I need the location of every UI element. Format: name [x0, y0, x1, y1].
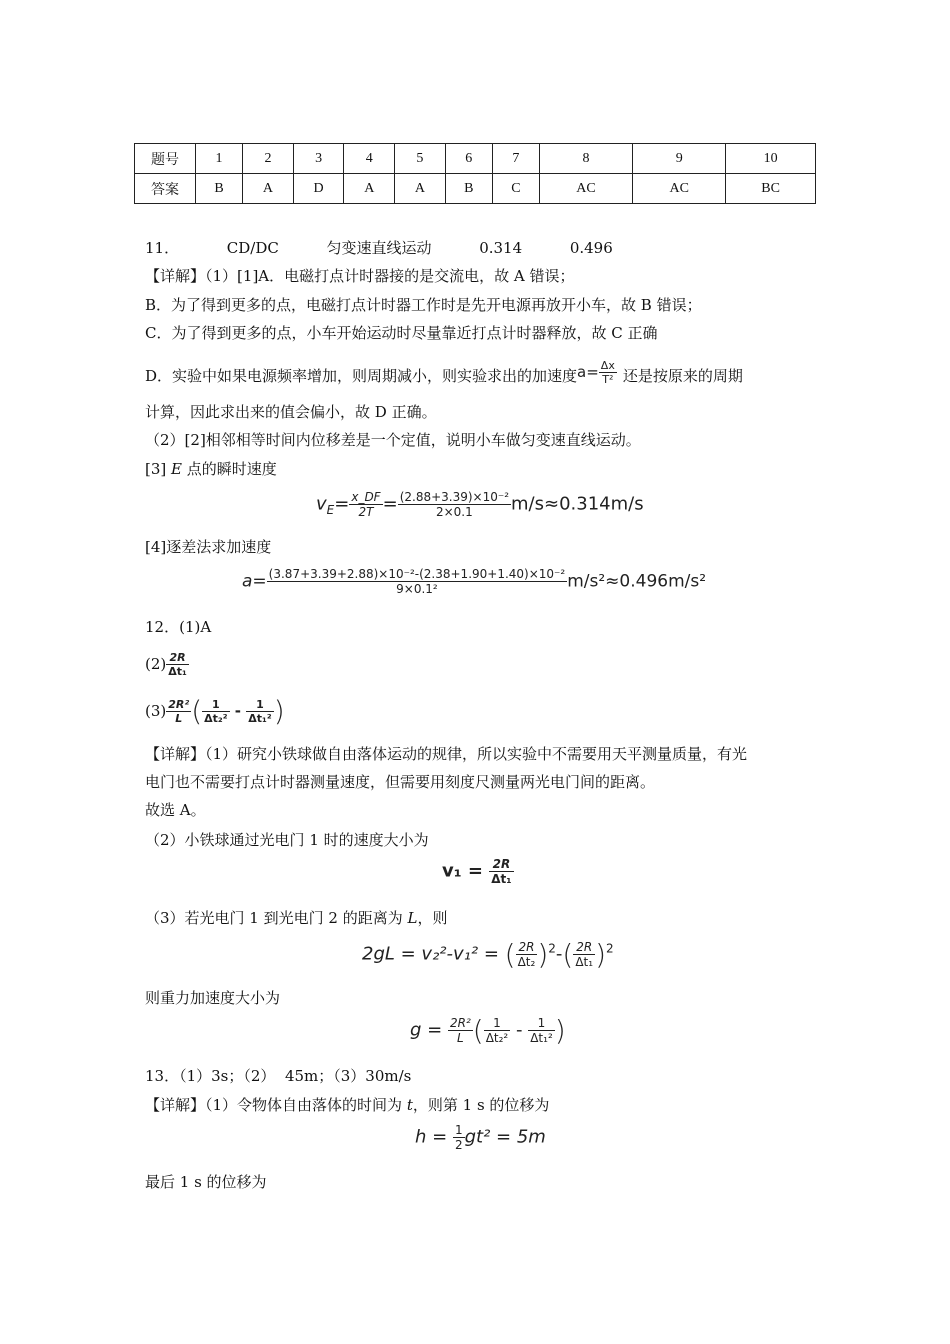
denominator: Δt₂² [204, 712, 228, 725]
formula-lhs: a= [577, 363, 599, 381]
denominator: L [175, 712, 183, 725]
q12-answer-2 [145, 650, 189, 678]
numerator: 1 [484, 1016, 511, 1031]
table-cell: A [243, 174, 294, 204]
answer-table [134, 143, 816, 204]
fraction [202, 698, 229, 725]
numerator: x_DF [351, 490, 381, 504]
table-cell: 1 [196, 144, 243, 174]
table-row [135, 144, 816, 174]
table-header-cell: 题号 [135, 144, 196, 174]
fraction [349, 490, 382, 519]
fraction [166, 651, 189, 678]
text-span: 点的瞬时速度 [186, 460, 277, 478]
numerator: 2R² [449, 1016, 471, 1030]
minus-sign: - [234, 702, 242, 720]
numerator: (3.87+3.39+2.88)×10⁻²-(2.38+1.90+1.40)×10⁻² [268, 567, 566, 581]
table-cell: C [492, 174, 539, 204]
equals-sign: = [334, 493, 350, 515]
q11-detail-line: B．为了得到更多的点，电磁打点计时器工作时是先开电源再放开小车，故 B 错误； [145, 296, 702, 314]
table-cell: 4 [344, 144, 395, 174]
q11-header: 11． CD/DC 匀变速直线运动 0.314 0.496 [145, 239, 613, 257]
table-cell: B [445, 174, 492, 204]
formula-rhs: gt² = 5m [464, 1126, 546, 1148]
formula-lhs: a= [242, 571, 267, 592]
table-cell: A [395, 174, 446, 204]
q12-detail-line: 故选 A。 [145, 801, 206, 819]
numerator: 1 [454, 1123, 463, 1137]
acceleration-formula [242, 567, 706, 596]
formula-subscript: E [326, 503, 335, 518]
fraction [453, 1123, 465, 1152]
fraction [573, 940, 595, 969]
q12-detail-line [145, 908, 447, 928]
text-span: (3) [145, 702, 167, 720]
velocity-formula [316, 490, 644, 519]
q11-detail-line: C．为了得到更多的点，小车开始运动时尽量靠近打点计时器释放，故 C 正确 [145, 324, 658, 342]
denominator: Δt₂² [485, 1031, 509, 1045]
fraction [448, 1016, 473, 1045]
table-cell: 5 [395, 144, 446, 174]
fraction [246, 698, 273, 725]
denominator: 9×0.1² [396, 582, 438, 596]
energy-formula: 2gL = v₂²-v₁² = ( $\frac{2R}{\text{Δt₂}}$ )$^2$-( $\frac{2R}{\text{Δt₁}}$ )$^2$ [362, 938, 614, 971]
numerator: 2R [166, 651, 189, 665]
text-span: ，则 [417, 909, 448, 927]
denominator: Δt₁² [530, 1031, 553, 1045]
formula-lhs: h = [415, 1126, 448, 1148]
denominator: 2T [358, 505, 374, 519]
table-cell: 2 [243, 144, 294, 174]
q12-header: 12．(1)A [145, 618, 212, 636]
q13-header: 13．（1）3s；（2） 45m；（3）30m/s [145, 1067, 412, 1085]
text-span: [3] [145, 460, 167, 478]
numerator: 2R² [168, 698, 190, 711]
table-cell: 10 [726, 144, 816, 174]
table-cell: AC [633, 174, 726, 204]
q13-detail-line [145, 1095, 549, 1115]
table-row [135, 174, 816, 204]
q11-detail-line [145, 459, 277, 479]
inline-formula [166, 650, 189, 678]
numerator: 1 [246, 698, 273, 712]
denominator: Δt₂ [517, 955, 536, 969]
formula-lhs: v₁ = [442, 860, 483, 882]
q11-detail-line [145, 359, 743, 390]
fraction [267, 567, 568, 596]
formula-rhs: m/s≈0.314m/s [511, 493, 644, 515]
numerator: (2.88+3.39)×10⁻² [399, 490, 510, 504]
q11-detail-line: 【详解】（1）[1]A．电磁打点计时器接的是交流电，故 A 错误； [145, 267, 575, 285]
formula-lhs: g = [410, 1019, 443, 1041]
table-cell: 7 [492, 144, 539, 174]
minus-sign: - [555, 943, 563, 965]
q11-detail-line: 计算，因此求出来的值会偏小，故 D 正确。 [145, 403, 437, 421]
table-cell: 3 [293, 144, 344, 174]
text-span: E [171, 460, 182, 478]
fraction [484, 1016, 511, 1045]
text-span: D．实验中如果电源频率增加，则周期减小，则实验求出的加速度 [145, 367, 578, 385]
table-header-cell: 答案 [135, 174, 196, 204]
text-span: ，则第 1 s 的位移为 [412, 1096, 550, 1114]
denominator: 2×0.1 [435, 505, 473, 519]
text-span: (2) [145, 655, 167, 673]
text-span: t [406, 1096, 413, 1114]
text-span: （3）若光电门 1 到光电门 2 的距离为 [145, 909, 408, 927]
q12-answer-3 [145, 696, 285, 727]
table-cell: D [293, 174, 344, 204]
text-span: 还是按原来的周期 [622, 367, 743, 385]
q11-detail-line: （2）[2]相邻相等时间内位移差是一个定值，说明小车做匀变速直线运动。 [145, 431, 641, 449]
q12-detail-line: 则重力加速度大小为 [145, 989, 281, 1007]
inline-formula: $\frac{\text{2R²}}{L}$ ( $\frac{1}{\text{Δt₂²}}$ - $\frac{1}{\text{Δt₁²}}$ ) [168, 694, 285, 728]
numerator: 1 [202, 698, 229, 712]
formula-rhs: m/s²≈0.496m/s² [567, 571, 707, 592]
numerator: 2R [516, 940, 538, 955]
q13-detail-line: 最后 1 s 的位移为 [145, 1173, 267, 1191]
exponent: 2 [548, 941, 556, 956]
numerator: 2R [573, 940, 595, 955]
table-cell: 9 [633, 144, 726, 174]
denominator: Δt₁ [491, 872, 512, 886]
numerator: 2R [489, 857, 513, 872]
table-cell: 8 [539, 144, 632, 174]
table-cell: A [344, 174, 395, 204]
fraction [599, 359, 617, 386]
inline-formula [577, 359, 617, 386]
q12-detail-line: 电门也不需要打点计时器测量速度，但需要用刻度尺测量两光电门间的距离。 [145, 773, 656, 791]
formula-lhs: 2gL = v₂²-v₁² = [362, 943, 499, 965]
denominator: Δt₁ [168, 665, 187, 678]
q11-detail-line: [4]逐差法求加速度 [145, 538, 272, 556]
text-span: 【详解】（1）令物体自由落体的时间为 [145, 1096, 407, 1114]
h-formula [415, 1123, 546, 1152]
denominator: T² [602, 373, 614, 386]
v1-formula [442, 857, 514, 886]
fraction [398, 490, 511, 519]
table-cell: AC [539, 174, 632, 204]
denominator: Δt₁ [575, 955, 594, 969]
numerator: 1 [528, 1016, 555, 1031]
table-cell: 6 [445, 144, 492, 174]
g-formula: g = $\frac{\text{2R²}}{L}$ ( $\frac{1}{\text{Δt₂²}}$ - $\frac{1}{\text{Δt₁²}}$ ) [410, 1014, 566, 1047]
fraction [489, 857, 513, 886]
equals-sign: = [382, 493, 398, 515]
text-span: L [407, 909, 418, 927]
table-cell: B [196, 174, 243, 204]
denominator: L [457, 1031, 464, 1045]
exponent: 2 [606, 941, 614, 956]
denominator: Δt₁² [248, 712, 272, 725]
q12-detail-line: 【详解】（1）研究小铁球做自由落体运动的规律，所以实验中不需要用天平测量质量，有光 [145, 745, 748, 763]
fraction [516, 940, 538, 969]
formula-lhs: v [316, 493, 327, 515]
numerator: Δx [600, 359, 615, 372]
q12-detail-line: （2）小铁球通过光电门 1 时的速度大小为 [145, 831, 429, 849]
minus-sign: - [515, 1019, 523, 1041]
fraction [528, 1016, 555, 1045]
table-cell: BC [726, 174, 816, 204]
denominator: 2 [454, 1138, 463, 1152]
fraction [166, 698, 191, 725]
